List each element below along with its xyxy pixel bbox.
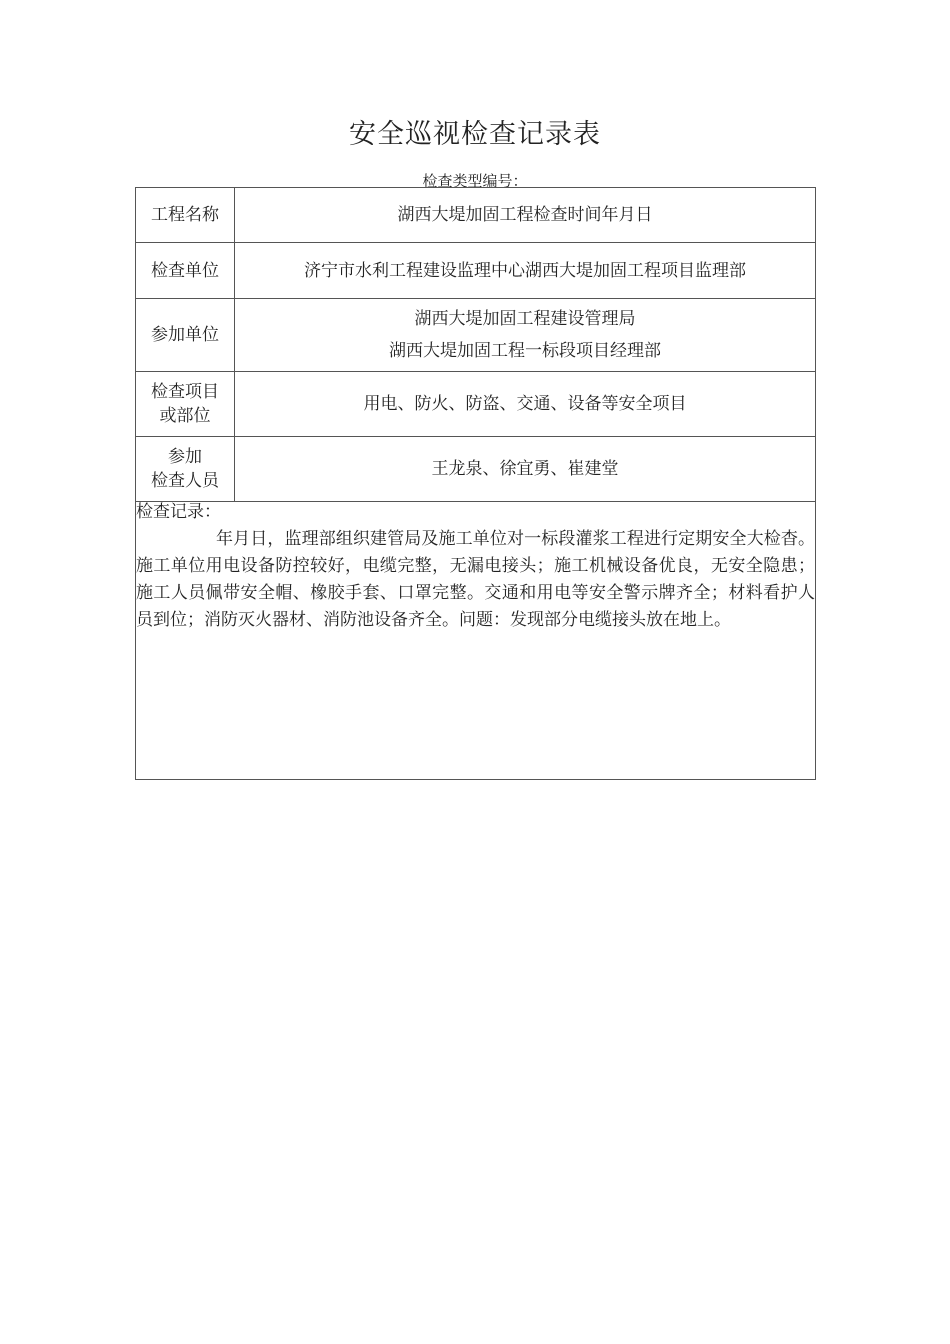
- table-row: [136, 372, 816, 437]
- table-row: [136, 243, 816, 299]
- table-row: [136, 188, 816, 243]
- inspection-items-label-line: 检查项目: [151, 382, 219, 402]
- inspecting-unit-label: 检查单位: [136, 243, 235, 299]
- inspection-record-text: 年月日，监理部组织建管局及施工单位对一标段灌浆工程进行定期安全大检杳。施工单位用电设备防控较好，电缆完整，无漏电接头；施工机械设备优良，无安全隐患；施工人员佩带安全帽、橡胶手套、口罩完整。交通和用电等安全警示牌齐全；材料看护人员到位；消防灭火器材、消防池设备齐全。问题：发现部分电缆接头放在地上。: [136, 529, 815, 630]
- table-row: [136, 502, 816, 780]
- inspection-items-label: [136, 372, 235, 437]
- inspection-code-label: 检查类型编号：: [422, 172, 528, 190]
- table-row: [136, 299, 816, 372]
- participating-unit-line: 湖西大堤加固工程建设管理局: [414, 309, 636, 329]
- inspection-record-label: 检查记录：: [136, 502, 221, 522]
- page-title: 安全巡视检查记录表: [349, 119, 601, 150]
- inspectors-value: 王龙泉、徐宜勇、崔建堂: [235, 437, 816, 502]
- inspection-items-label-line: 或部位: [159, 406, 211, 426]
- table-row: [136, 437, 816, 502]
- inspection-items-value: 用电、防火、防盗、交通、设备等安全项目: [235, 372, 816, 437]
- participating-units-value: [235, 299, 816, 372]
- project-name-label: 工程名称: [136, 188, 235, 243]
- participating-unit-line: 湖西大堤加固工程一标段项目经理部: [389, 341, 661, 361]
- inspectors-label-line: 参加: [168, 447, 202, 467]
- inspectors-label-line: 检查人员: [151, 471, 219, 491]
- inspection-record-cell: [136, 502, 816, 780]
- inspecting-unit-value: 济宁市水利工程建设监理中心湖西大堤加固工程项目监理部: [235, 243, 816, 299]
- participating-units-label: 参加单位: [136, 299, 235, 372]
- inspectors-label: [136, 437, 235, 502]
- project-name-value: 湖西大堤加固工程检查时间年月日: [235, 188, 816, 243]
- inspection-form-table: [135, 187, 816, 780]
